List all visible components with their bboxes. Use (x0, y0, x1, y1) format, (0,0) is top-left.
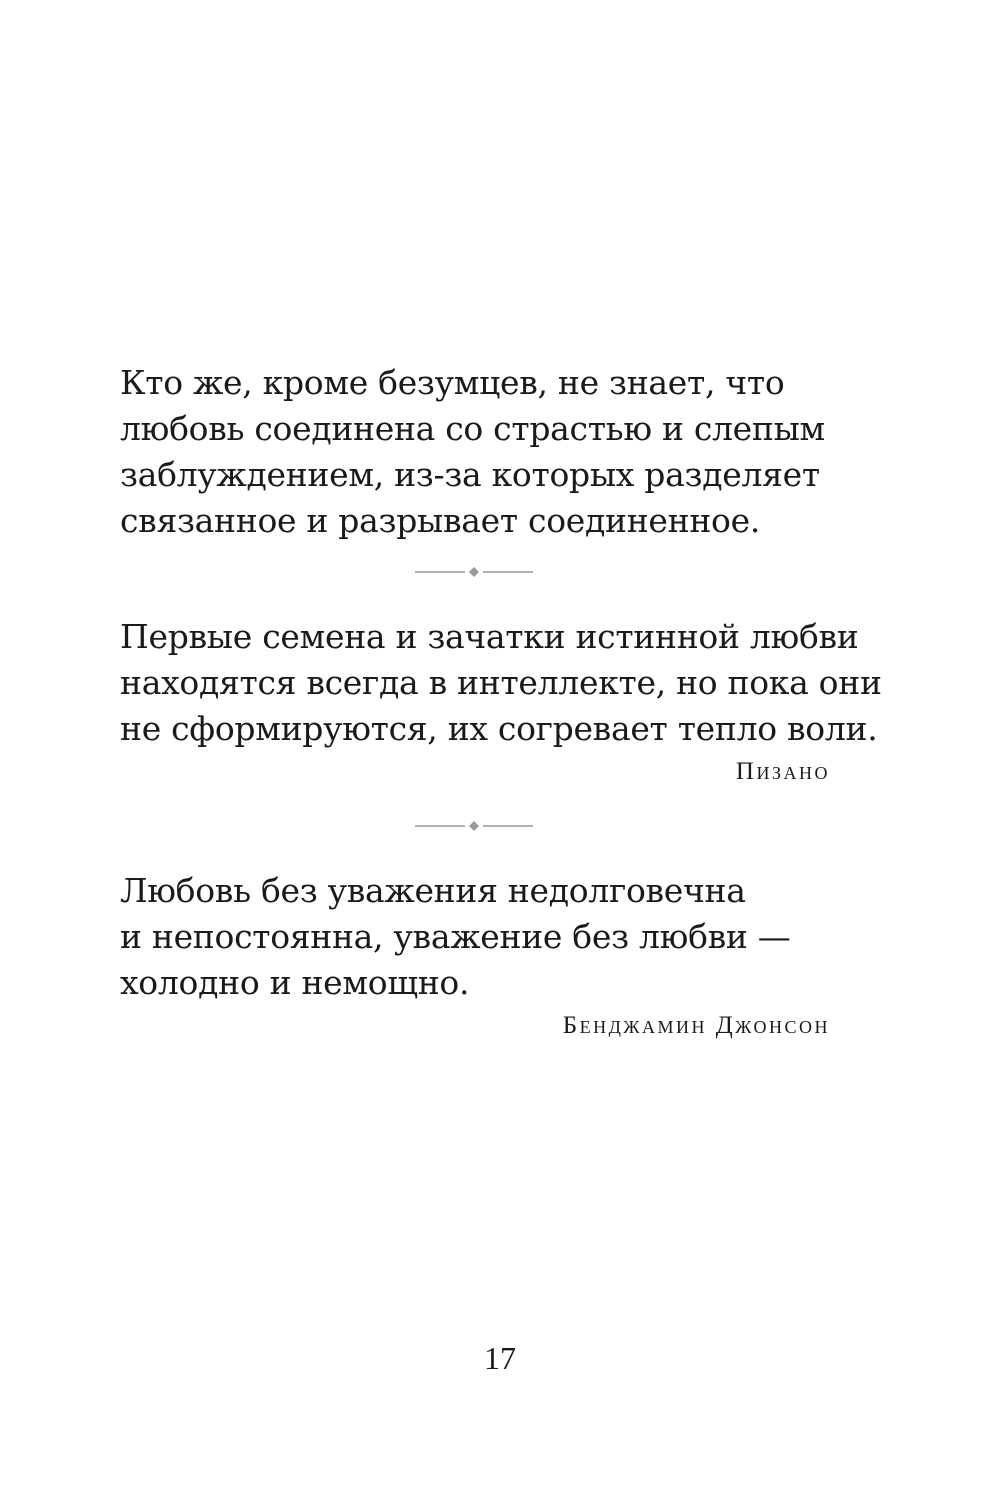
quote-line: любовь соединена со страстью и слепым (120, 409, 825, 448)
quote-line: и непостоянна, уважение без любви — (120, 917, 791, 956)
quote-line: холодно и немощно. (120, 963, 470, 1002)
quote-block-3 (120, 868, 830, 1044)
quote-line: Любовь без уважения недолговечна (120, 871, 746, 910)
quote-block-2 (120, 614, 882, 790)
quote-author: Пизано (735, 758, 830, 785)
quote-block-1 (120, 360, 830, 544)
quote-line: не сформируются, их согревает тепло воли. (120, 709, 878, 748)
quote-author: Бенджамин Джонсон (562, 1012, 830, 1039)
quote-line: Кто же, кроме безумцев, не знает, что (120, 363, 785, 402)
quote-line: заблуждением, из-за которых разделяет (120, 455, 820, 494)
quote-line: связанное и разрывает соединенное. (120, 501, 761, 540)
quote-line: находятся всегда в интеллекте, но пока они (120, 663, 882, 702)
page-number: 17 (484, 1340, 516, 1376)
ornament-divider-2 (415, 819, 533, 833)
ornament-divider-1 (415, 565, 533, 579)
quote-line: Первые семена и зачатки истинной любви (120, 617, 859, 656)
diamond-divider-icon (415, 565, 533, 579)
diamond-divider-icon (415, 819, 533, 833)
